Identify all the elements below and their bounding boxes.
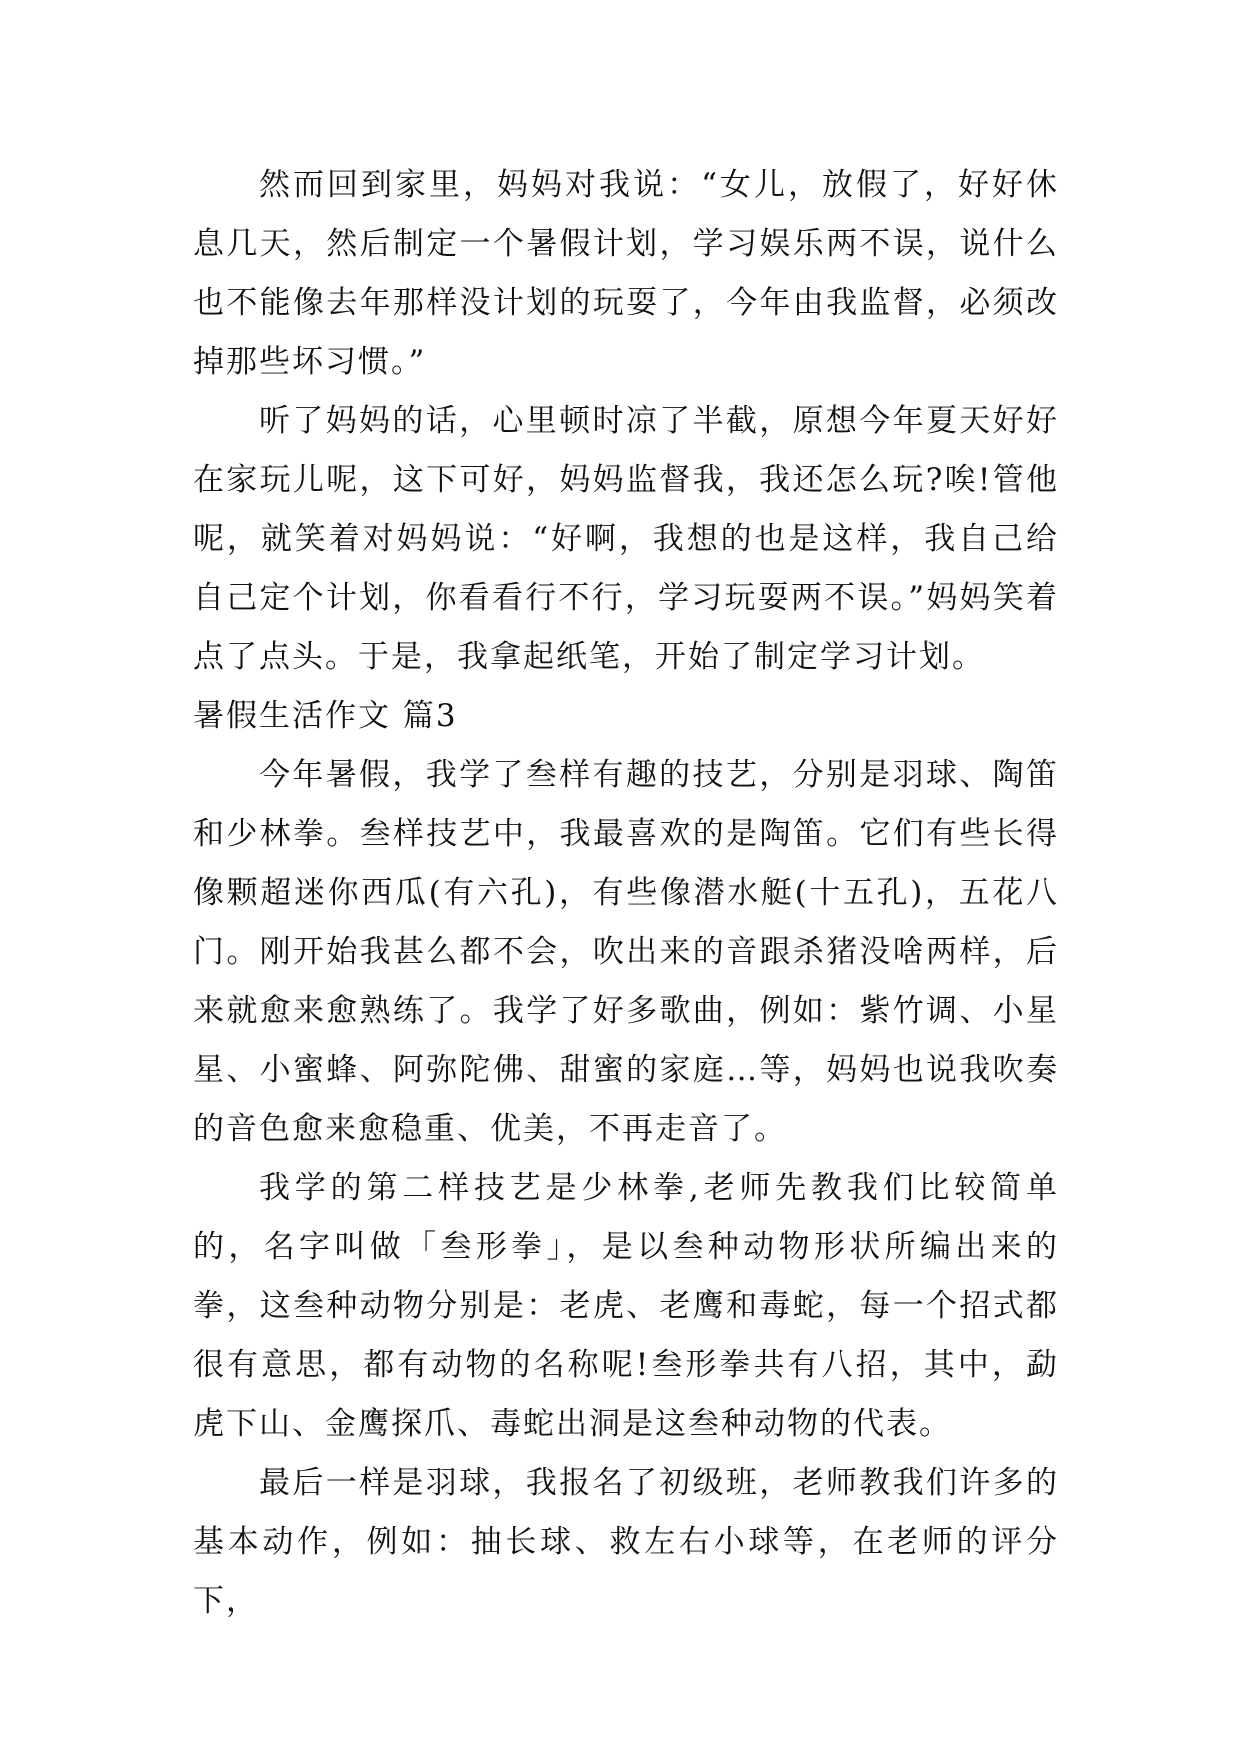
- paragraph-mother-speech: 然而回到家里，妈妈对我说：“女儿，放假了，好好休息几天，然后制定一个暑假计划，学习娱乐两不误，说什么也不能像去年那样没计划的玩耍了，今年由我监督，必须改掉那些坏习惯。”: [193, 167, 1059, 380]
- document-body: [193, 156, 1059, 1631]
- section-heading: 暑假生活作文 篇3: [193, 698, 458, 734]
- paragraph-shaolin-fist: 我学的第二样技艺是少林拳,老师先教我们比较简单的，名字叫做「叁形拳」，是以叁种动物形状所编出来的拳，这叁种动物分别是：老虎、老鹰和毒蛇，每一个招式都很有意思，都有动物的名称呢!叁形拳共有八招，其中，勐虎下山、金鹰探爪、毒蛇出洞是这叁种动物的代表。: [193, 1170, 1059, 1442]
- paragraph-badminton: 最后一样是羽球，我报名了初级班，老师教我们许多的基本动作，例如：抽长球、救左右小球等，在老师的评分下，: [193, 1465, 1059, 1619]
- paragraph-reply-plan: 听了妈妈的话，心里顿时凉了半截，原想今年夏天好好在家玩儿呢，这下可好，妈妈监督我，我还怎么玩?唉!管他呢，就笑着对妈妈说：“好啊，我想的也是这样，我自己给自己定个计划，你看看行不行，学习玩耍两不误。”妈妈笑着点了点头。于是，我拿起纸笔，开始了制定学习计划。: [193, 403, 1059, 675]
- paragraph-three-skills: 今年暑假，我学了叁样有趣的技艺，分别是羽球、陶笛和少林拳。叁样技艺中，我最喜欢的是陶笛。它们有些长得像颗超迷你西瓜(有六孔)，有些像潜水艇(十五孔)，五花八门。刚开始我甚么都不会，吹出来的音跟杀猪没啥两样，后来就愈来愈熟练了。我学了好多歌曲，例如：紫竹调、小星星、小蜜蜂、阿弥陀佛、甜蜜的家庭…等，妈妈也说我吹奏的音色愈来愈稳重、优美，不再走音了。: [193, 757, 1059, 1147]
